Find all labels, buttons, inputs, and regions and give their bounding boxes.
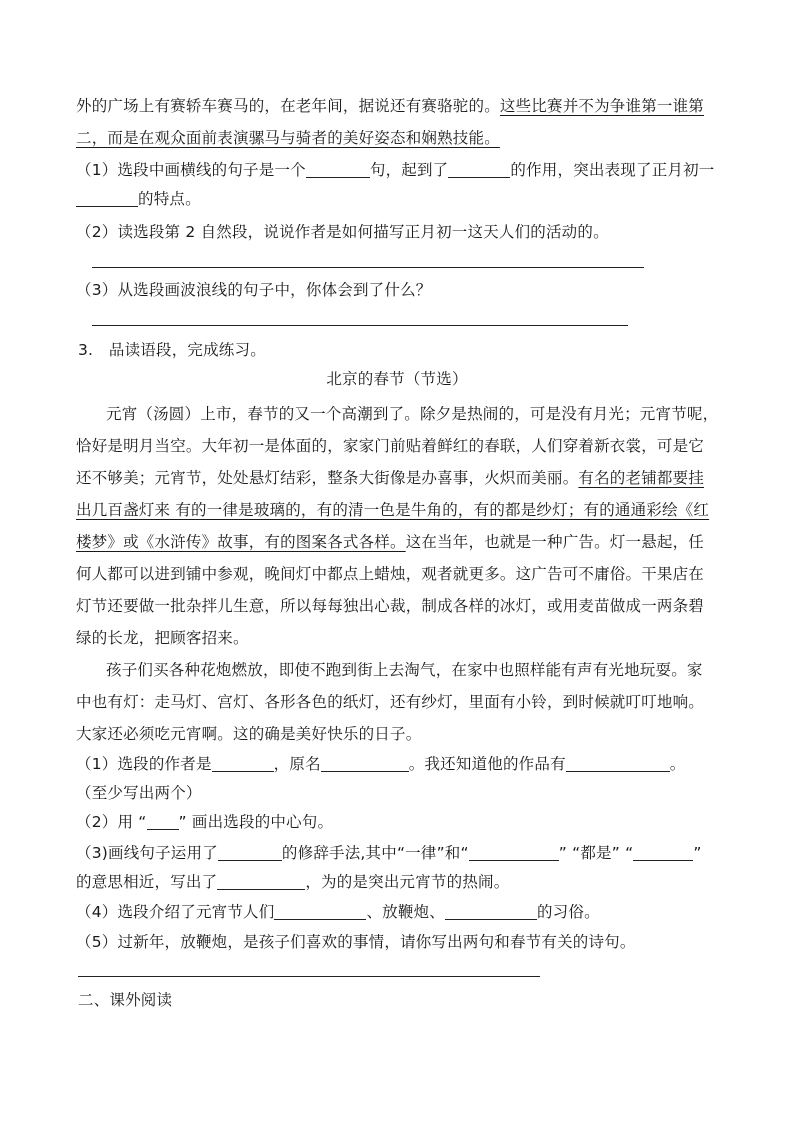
passage-line <box>76 500 709 520</box>
answer-blank[interactable] <box>147 815 179 830</box>
passage-text: 这在当年，也就是一种广告。灯一悬起，任 <box>405 533 705 551</box>
s3-question-5: （5）过新年，放鞭炮，是孩子们喜欢的事情，请你写出两句和春节有关的诗句。 <box>76 933 636 951</box>
s3-question-4 <box>76 902 600 922</box>
question-text: 的特点。 <box>138 190 201 208</box>
answer-blank[interactable] <box>469 844 559 861</box>
answer-blank[interactable] <box>76 190 138 207</box>
passage-line <box>76 532 704 552</box>
question-text: 的习俗。 <box>536 903 600 921</box>
underlined-sentence: 二，而是在观众面前表演骡马与骑者的美好姿态和娴熟技能。 <box>76 129 500 147</box>
answer-blank[interactable] <box>218 844 282 861</box>
question-2: （2）读选段第 2 自然段，说说作者是如何描写正月初一这天人们的活动的。 <box>76 223 609 241</box>
question-text: ” <box>693 844 702 862</box>
answer-blank[interactable] <box>566 755 670 772</box>
passage-line: 绿的长龙，把顾客招来。 <box>76 629 249 647</box>
answer-line[interactable] <box>92 267 644 268</box>
question-text: 。我还知道他的作品有 <box>408 755 566 773</box>
passage-line <box>76 468 704 488</box>
question-text: ，原名 <box>273 755 321 773</box>
underlined-sentence: 楼梦》或《水浒传》故事，有的图案各式各样。 <box>76 533 406 551</box>
answer-blank[interactable] <box>445 903 537 920</box>
question-text: ，为的是突出元宵节的热闹。 <box>305 873 510 891</box>
s3-question-2 <box>76 812 333 832</box>
question-1 <box>76 160 715 180</box>
answer-blank[interactable] <box>306 161 370 178</box>
question-text: （1）选段的作者是 <box>76 755 212 773</box>
answer-blank[interactable] <box>274 903 366 920</box>
passage-line: 恰好是明月当空。大年初一是体面的，家家门前贴着鲜红的春联，人们穿着新衣裳，可是它 <box>76 437 705 455</box>
question-text: 的作用，突出表现了正月初一 <box>510 161 715 179</box>
question-text: （2）用 “ <box>76 813 147 831</box>
answer-line[interactable] <box>78 976 540 977</box>
s3-question-3 <box>76 843 702 863</box>
s3-question-1-note: （至少写出两个） <box>76 784 202 802</box>
question-text: 。 <box>669 755 686 773</box>
passage-line: 中也有灯：走马灯、宫灯、各形各色的纸灯，还有纱灯，里面有小铃，到时候就叮叮地响。 <box>76 693 705 711</box>
passage-line: 大家还必须吃元宵啊。这的确是美好快乐的日子。 <box>76 725 422 743</box>
passage-line <box>76 96 704 116</box>
answer-blank[interactable] <box>633 844 693 861</box>
question-text: （3)画线句子运用了 <box>76 844 218 862</box>
passage-title: 北京的春节（节选） <box>326 370 468 388</box>
question-text: 、放鞭炮、 <box>366 903 445 921</box>
question-text: （4）选段介绍了元宵节人们 <box>76 903 275 921</box>
question-text: ” 画出选段的中心句。 <box>178 813 334 831</box>
answer-blank[interactable] <box>321 755 409 772</box>
answer-blank[interactable] <box>217 873 305 890</box>
question-text: 的意思相近，写出了 <box>76 873 218 891</box>
passage-text: 外的广场上有赛轿车赛马的，在老年间，据说还有赛骆驼的。 <box>76 97 500 115</box>
question-text: 的修辞手法,其中“一律”和“ <box>281 844 469 862</box>
underlined-sentence: 出几百盏灯来 有的一律是玻璃的，有的清一色是牛角的，有的都是纱灯；有的通通彩绘《红 <box>76 501 710 519</box>
answer-blank[interactable] <box>212 755 274 772</box>
passage-text: 还不够美；元宵节，处处悬灯结彩，整条大街像是办喜事，火炽而美丽。 <box>76 469 579 487</box>
question-text: ” “都是” “ <box>558 844 634 862</box>
s3-question-3-cont <box>76 872 509 892</box>
answer-blank[interactable] <box>448 161 510 178</box>
question-3: （3）从选段画波浪线的句子中，你体会到了什么？ <box>76 281 432 299</box>
passage-line <box>76 128 500 148</box>
question-text: （1）选段中画横线的句子是一个 <box>76 161 306 179</box>
passage-line: 灯节还要做一批杂拌儿生意，所以每每独出心裁，制成各样的冰灯，或用麦苗做成一两条碧 <box>76 597 705 615</box>
underlined-sentence: 有名的老铺都要挂 <box>578 469 705 487</box>
question-text: 句，起到了 <box>369 161 449 179</box>
passage-line: 何人都可以进到铺中参观，晚间灯中都点上蜡烛，观者就更多。这广告可不庸俗。干果店在 <box>76 565 705 583</box>
passage-line: 元宵（汤圆）上市，春节的又一个高潮到了。除夕是热闹的，可是没有月光；元宵节呢， <box>106 405 719 423</box>
section-3-heading: 3. 品读语段，完成练习。 <box>78 341 266 359</box>
passage-line: 孩子们买各种花炮燃放，即使不跑到街上去淘气，在家中也照样能有声有光地玩耍。家 <box>106 661 703 679</box>
answer-line[interactable] <box>92 325 628 326</box>
section-2-heading: 二、课外阅读 <box>78 991 173 1009</box>
underlined-sentence: 这些比赛并不为争谁第一谁第 <box>499 97 705 115</box>
question-1-cont <box>76 189 201 209</box>
s3-question-1 <box>76 754 686 774</box>
